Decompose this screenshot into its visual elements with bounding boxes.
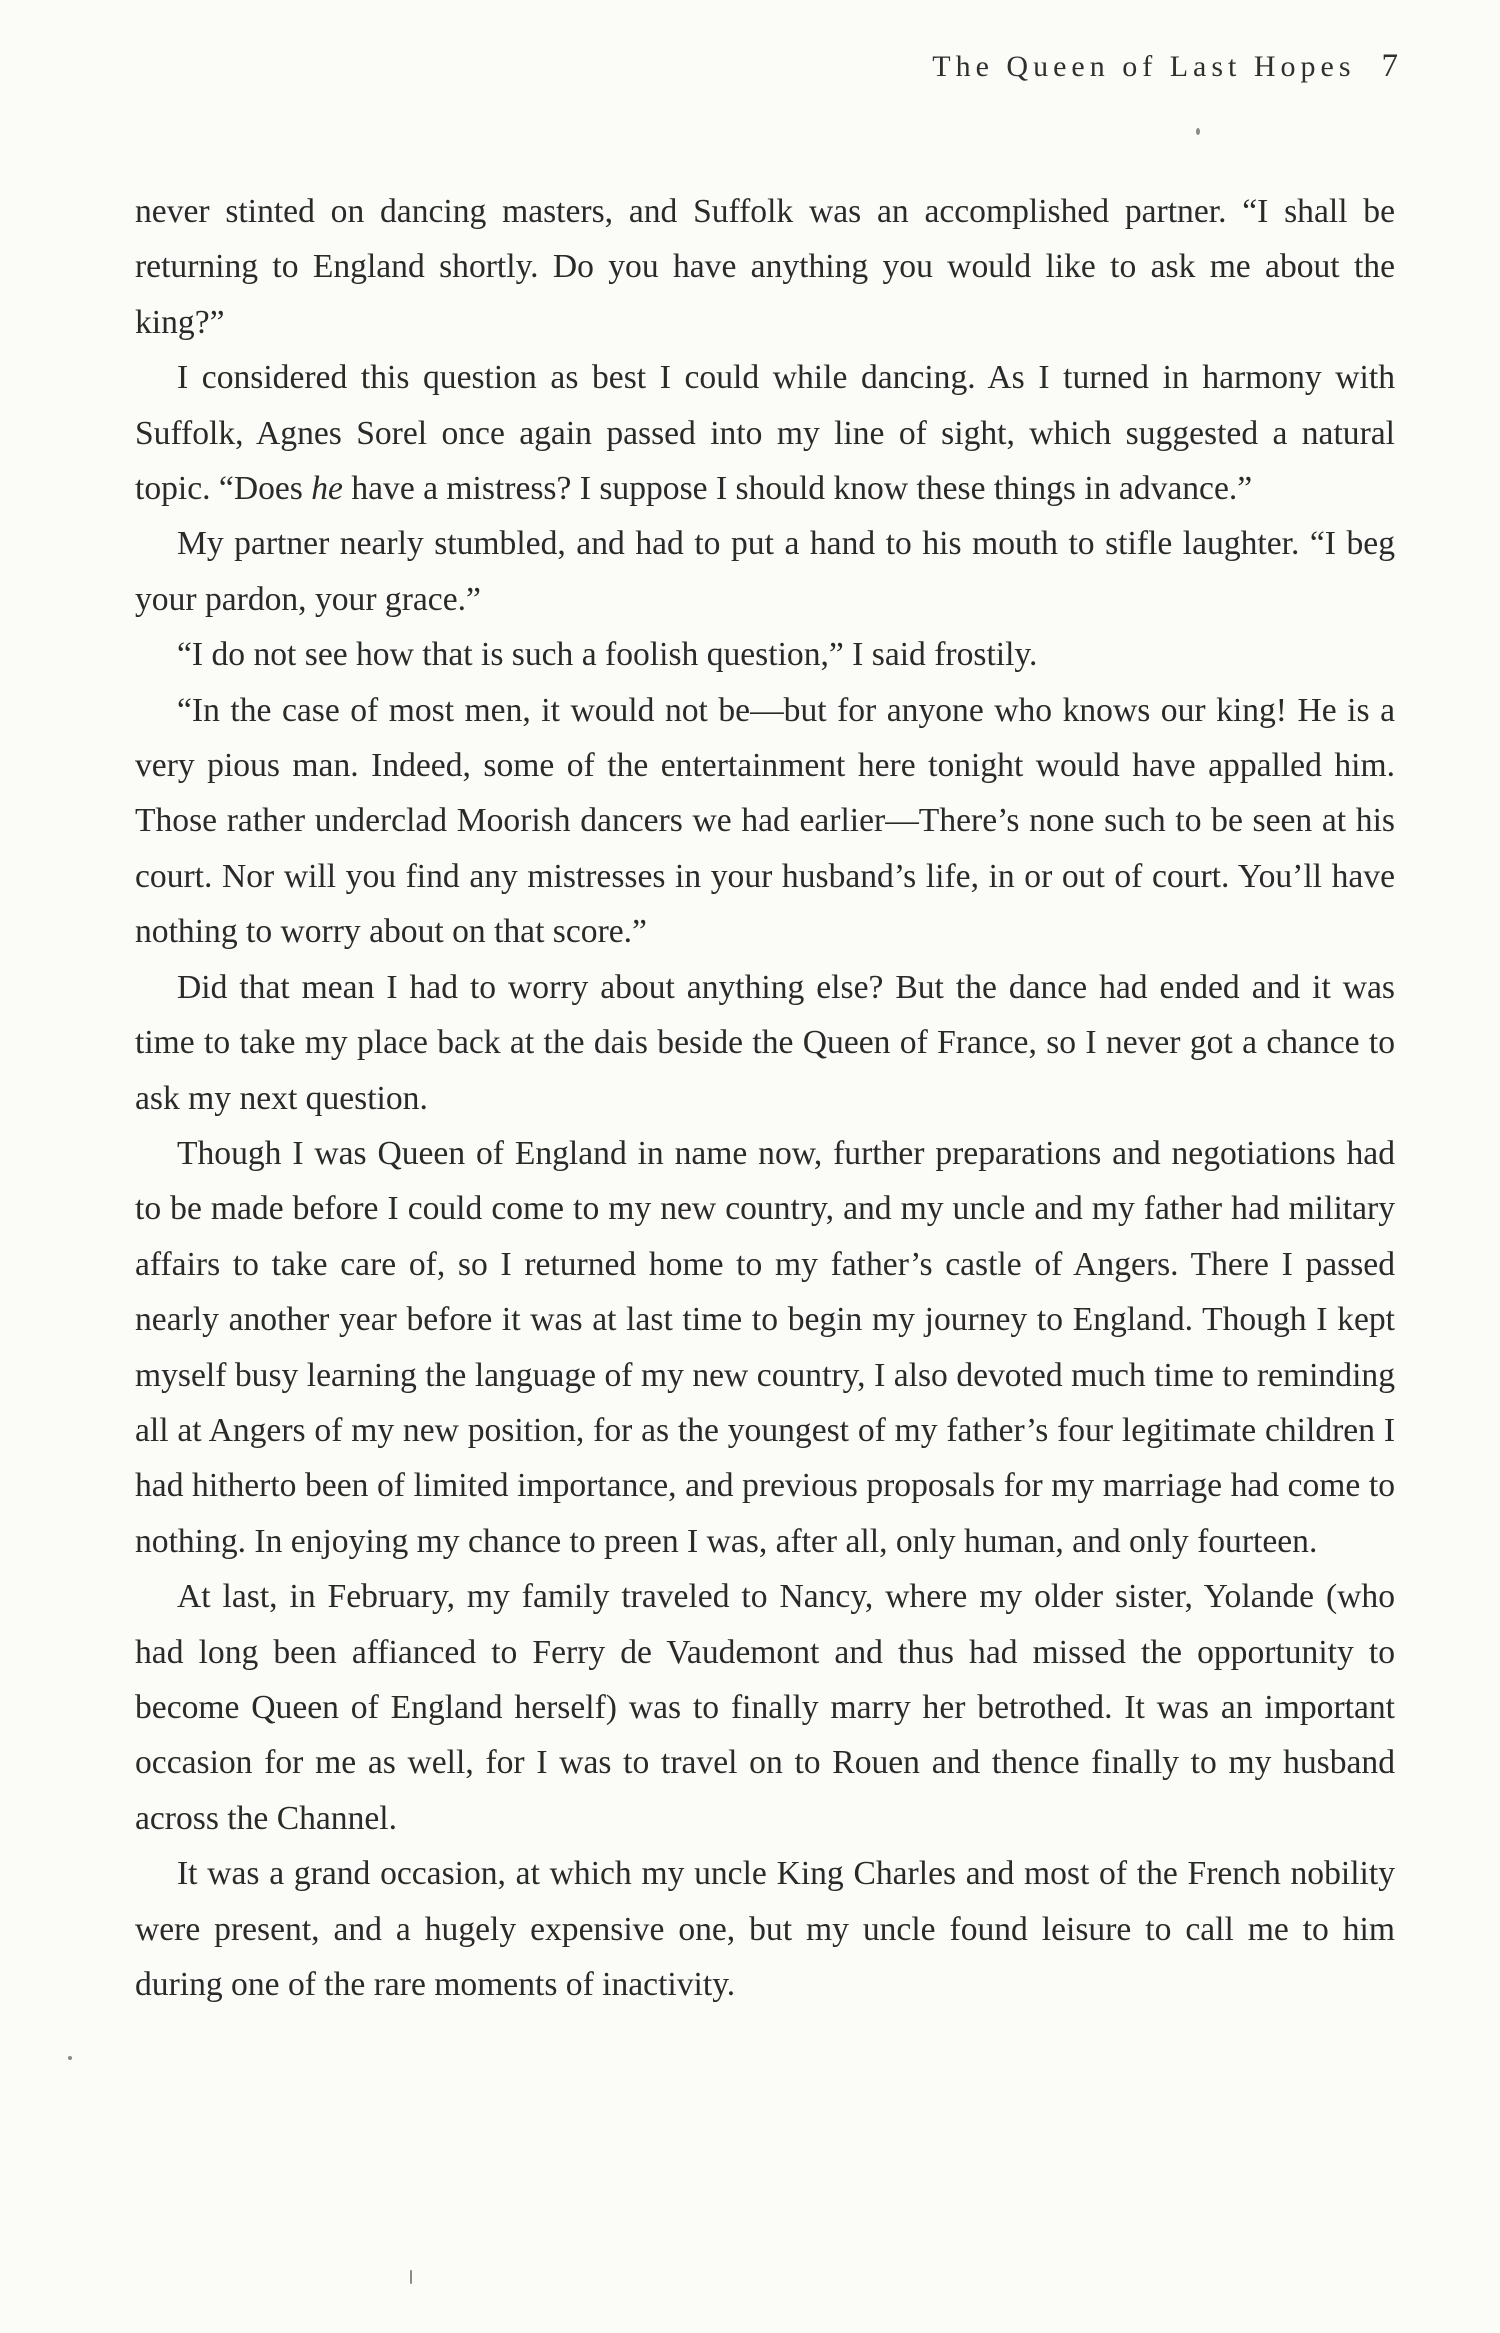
paragraph: [135, 1846, 1395, 2012]
paragraph-text: “In the case of most men, it would not be—but for anyone who knows our king! He is a very pious man. Indeed, some of the entertainment here tonight would have appalled him. Those rather underclad Moorish dancers we had earlier—There’s none such to be seen at his court. Nor will you find any mistresses in your husband’s life, in or out of court. You’ll have nothing to worry about on that score.”: [135, 691, 1395, 951]
paragraph: [135, 184, 1395, 350]
paragraph: [135, 1569, 1395, 1846]
paragraph: [135, 960, 1395, 1126]
paragraph: [135, 1126, 1395, 1569]
paragraph-text: never stinted on dancing masters, and Suffolk was an accomplished partner. “I shall be returning to England shortly. Do you have anything you would like to ask me about the king?”: [135, 193, 1395, 341]
book-title: The Queen of Last Hopes: [932, 50, 1356, 83]
scan-speck: [1196, 128, 1200, 135]
paragraph: [135, 516, 1395, 627]
page-number: 7: [1381, 48, 1398, 84]
italic-text: he: [311, 470, 343, 508]
paragraph-text: I considered this question as best I could while dancing. As I turned in harmony with Suffolk, Agnes Sorel once again passed into my line of sight, which suggested a natural topic. “Does: [135, 359, 1395, 508]
paragraph: [135, 683, 1395, 960]
body-text: [135, 184, 1395, 2012]
scan-speck: [68, 2056, 72, 2060]
paragraph-text: At last, in February, my family traveled to Nancy, where my older sister, Yolande (who had long been affianced to Ferry de Vaudemont and thus had missed the opportunity to become Queen of England herself) was to finally marry her betrothed. It was an important occasion for me as well, for I was to travel on to Rouen and thence finally to my husband across the Channel.: [135, 1578, 1395, 1837]
paragraph-text: It was a grand occasion, at which my uncle King Charles and most of the French nobility were present, and a hugely expensive one, but my uncle found leisure to call me to him during one of the rare moments of inactivity.: [135, 1855, 1395, 2003]
paragraph-text: My partner nearly stumbled, and had to put a hand to his mouth to stifle laughter. “I beg your pardon, your grace.”: [135, 525, 1395, 618]
paragraph-text: Though I was Queen of England in name now, further preparations and negotiations had to be made before I could come to my new country, and my uncle and my father had military affairs to take care of, so I returned home to my father’s castle of Angers. There I passed nearly another year before it was at last time to begin my journey to England. Though I kept myself busy learning the language of my new country, I also devoted much time to reminding all at Angers of my new position, for as the youngest of my father’s four legitimate children I had hitherto been of limited importance, and previous proposals for my marriage had come to nothing. In enjoying my chance to preen I was, after all, only human, and only fourteen.: [135, 1134, 1395, 1560]
scan-speck: [410, 2270, 412, 2284]
paragraph-text: have a mistress? I suppose I should know these things in advance.”: [342, 470, 1253, 508]
paragraph-text: Did that mean I had to worry about anything else? But the dance had ended and it was time to take my place back at the dais beside the Queen of France, so I never got a chance to ask my next question.: [135, 968, 1395, 1117]
paragraph-text: “I do not see how that is such a foolish question,” I said frostily.: [177, 636, 1038, 674]
paragraph: [135, 627, 1395, 682]
running-head: [932, 48, 1398, 85]
paragraph: [135, 350, 1395, 516]
